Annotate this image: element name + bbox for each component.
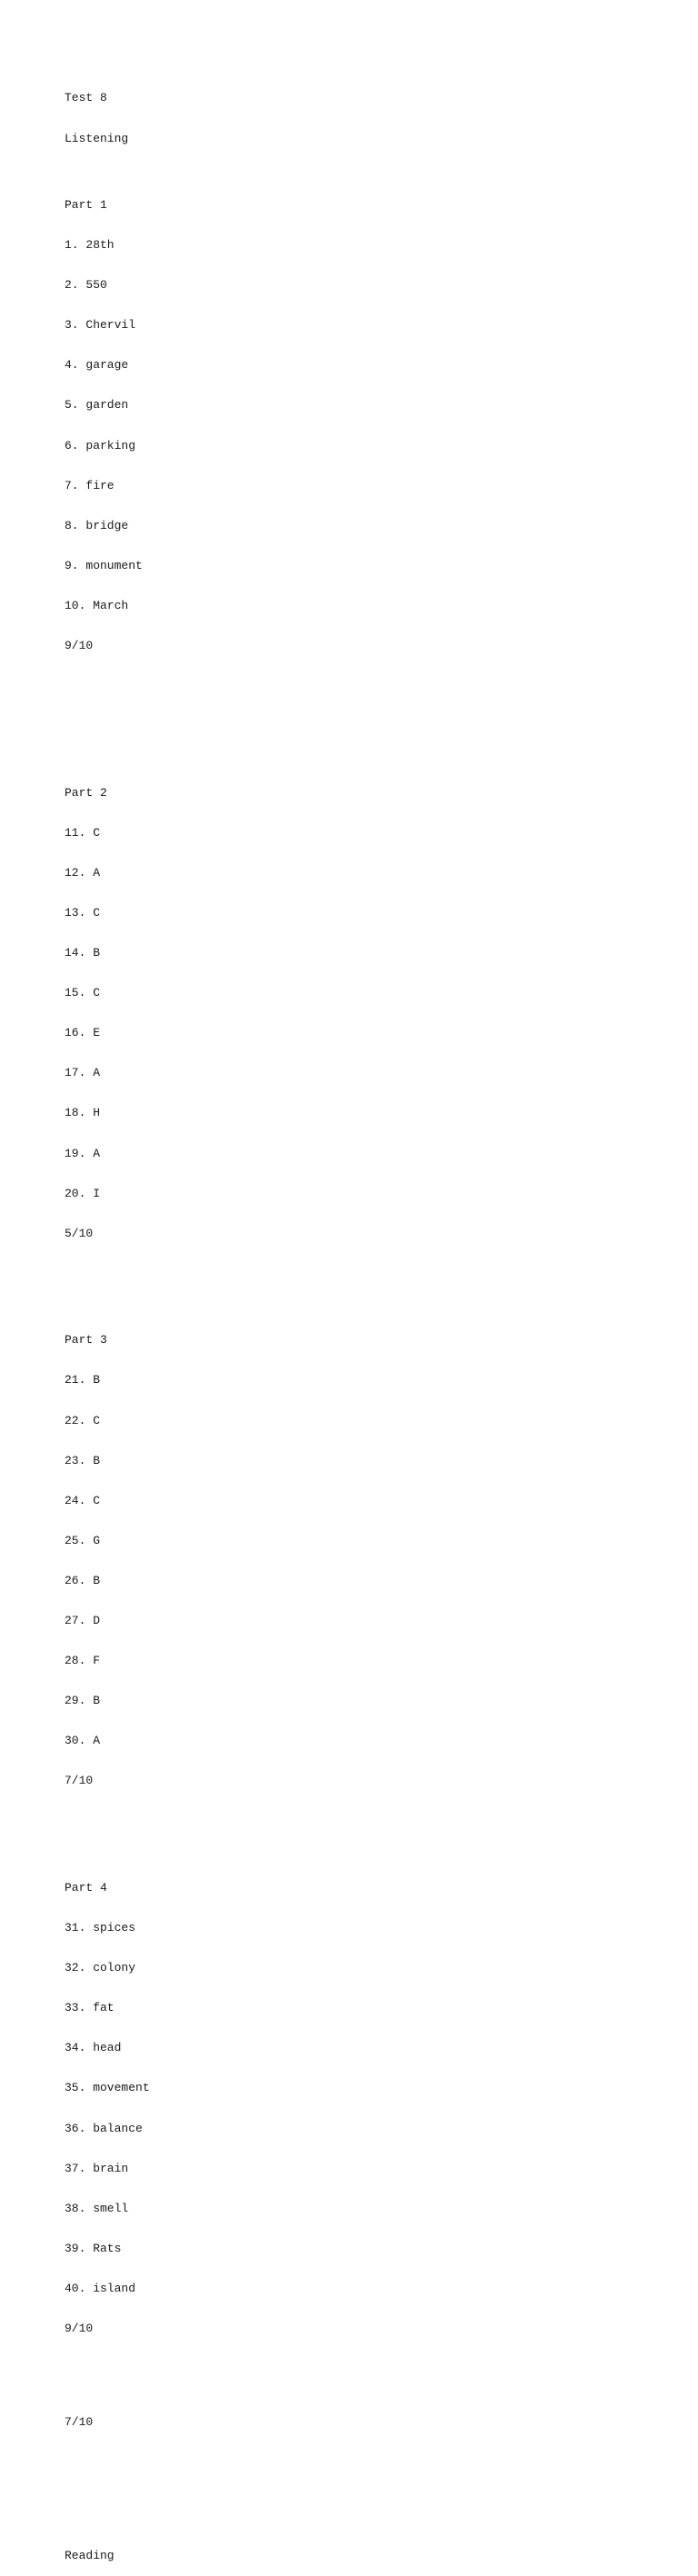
- answer-line: 25. G: [65, 1533, 101, 1547]
- answer-line: 13. C: [65, 906, 101, 920]
- part-2-score: 5/10: [65, 1226, 94, 1240]
- answer-line: 8. bridge: [65, 518, 129, 532]
- answer-line: 12. A: [65, 865, 101, 880]
- answer-line: 3. Chervil: [65, 318, 136, 333]
- answer-line: 33. fat: [65, 2001, 115, 2015]
- answer-line: 7. fire: [65, 478, 115, 492]
- section-heading-reading: Reading: [65, 2548, 115, 2562]
- blank-line: [65, 2362, 150, 2376]
- answer-line: 35. movement: [65, 2081, 150, 2095]
- part-4-heading: Part 4: [65, 1880, 107, 1895]
- answer-line: 30. A: [65, 1734, 101, 1748]
- answer-line: 6. parking: [65, 438, 136, 453]
- answer-line: 29. B: [65, 1694, 101, 1708]
- test-title: Test 8: [65, 91, 107, 105]
- part-2-heading: Part 2: [65, 785, 107, 800]
- answer-line: 16. E: [65, 1026, 101, 1040]
- blank-line: [65, 720, 150, 733]
- answer-line: 19. A: [65, 1146, 101, 1160]
- answer-line: 11. C: [65, 825, 101, 840]
- part-3-heading: Part 3: [65, 1333, 107, 1348]
- part-3-score: 7/10: [65, 1774, 94, 1788]
- blank-line: [65, 1268, 150, 1281]
- answer-line: 40. island: [65, 2281, 136, 2295]
- document-body: [65, 65, 150, 2576]
- answer-line: 27. D: [65, 1614, 101, 1627]
- answer-line: 22. C: [65, 1413, 101, 1427]
- answer-line: 37. brain: [65, 2161, 129, 2175]
- answer-line: 9. monument: [65, 558, 143, 572]
- blank-line: [65, 680, 150, 693]
- part-1-score: 9/10: [65, 639, 94, 653]
- answer-line: 34. head: [65, 2041, 122, 2055]
- answer-line: 14. B: [65, 946, 101, 960]
- answer-line: 1. 28th: [65, 238, 115, 253]
- part-1-heading: Part 1: [65, 198, 107, 212]
- answer-line: 2. 550: [65, 278, 107, 293]
- answer-line: 38. smell: [65, 2201, 129, 2215]
- answer-line: 24. C: [65, 1493, 101, 1507]
- blank-line: [65, 2456, 150, 2470]
- answer-line: 5. garden: [65, 398, 129, 413]
- answer-line: 26. B: [65, 1573, 101, 1587]
- answer-line: 31. spices: [65, 1921, 136, 1935]
- answer-line: 20. I: [65, 1186, 101, 1200]
- answer-line: 17. A: [65, 1066, 101, 1080]
- answer-line: 15. C: [65, 986, 101, 1000]
- answer-line: 36. balance: [65, 2121, 143, 2135]
- answer-line: 39. Rats: [65, 2241, 122, 2255]
- answer-line: 23. B: [65, 1453, 101, 1467]
- answer-line: 10. March: [65, 598, 129, 612]
- total-score: 7/10: [65, 2414, 94, 2429]
- answer-line: 4. garage: [65, 358, 129, 373]
- blank-line: [65, 1815, 150, 1828]
- answer-line: 32. colony: [65, 1961, 136, 1975]
- part-4-score: 9/10: [65, 2322, 94, 2335]
- section-heading-listening: Listening: [65, 131, 129, 145]
- answer-line: 21. B: [65, 1373, 101, 1387]
- answer-line: 18. H: [65, 1106, 101, 1120]
- blank-line: [65, 2496, 150, 2510]
- answer-line: 28. F: [65, 1654, 101, 1668]
